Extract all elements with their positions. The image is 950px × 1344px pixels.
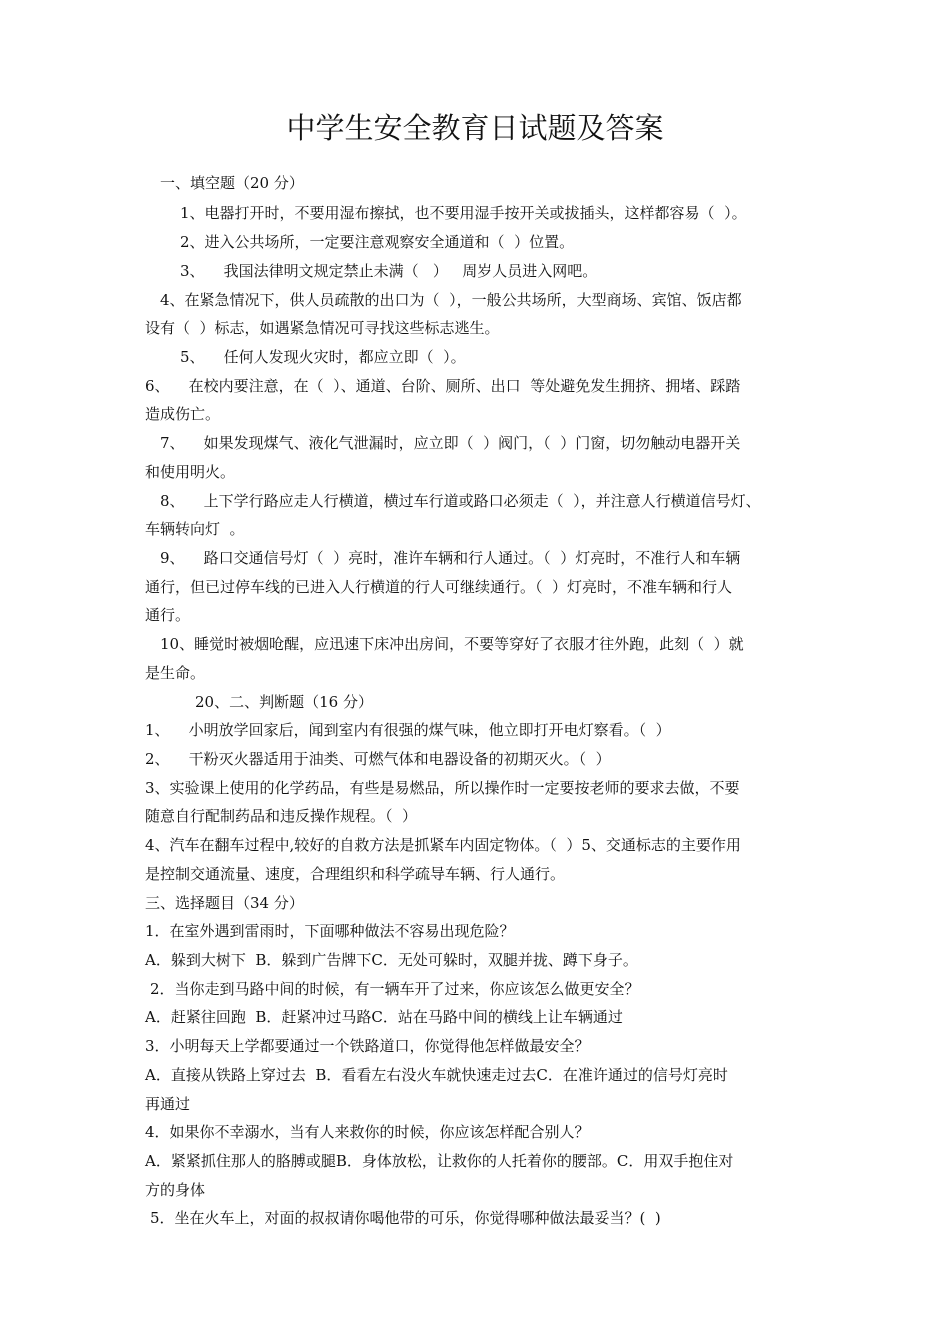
- text-line: 3．小明每天上学都要通过一个铁路道口，你觉得他怎样做最安全？: [145, 1037, 590, 1055]
- text-line: 5、 任何人发现火灾时，都应立即（ ）。: [180, 348, 466, 366]
- text-line: A．紧紧抓住那人的胳膊或腿B．身体放松，让救你的人托着你的腰部。C．用双手抱住对: [145, 1152, 734, 1170]
- text-line: 10、睡觉时被烟呛醒，应迅速下床冲出房间，不要等穿好了衣服才往外跑，此刻（ ）就: [160, 635, 744, 653]
- text-line: 是生命。: [145, 664, 206, 682]
- text-line: 设有（ ）标志，如遇紧急情况可寻找这些标志逃生。: [145, 319, 500, 337]
- text-line: 6、 在校内要注意，在（ ）、通道、台阶、厕所、出口 等处避免发生拥挤、拥堵、踩踏: [145, 377, 741, 395]
- text-line: 1、 小明放学回家后，闻到室内有很强的煤气味，他立即打开电灯察看。（ ）: [145, 721, 671, 739]
- section-heading-judgment: 20、二、判断题（16 分）: [195, 693, 373, 711]
- text-line: 和使用明火。: [145, 463, 236, 481]
- text-line: 随意自行配制药品和违反操作规程。（ ）: [145, 807, 418, 825]
- text-line: 是控制交通流量、速度，合理组织和科学疏导车辆、行人通行。: [145, 865, 566, 883]
- text-line: 3、实验课上使用的化学药品，有些是易燃品，所以操作时一定要按老师的要求去做，不要: [145, 779, 740, 797]
- text-line: 8、 上下学行路应走人行横道，横过车行道或路口必须走（ ），并注意人行横道信号灯、: [160, 492, 761, 510]
- text-line: 车辆转向灯 。: [145, 520, 245, 538]
- text-line: 1．在室外遇到雷雨时，下面哪种做法不容易出现危险？: [145, 922, 515, 940]
- text-line: 7、 如果发现煤气、液化气泄漏时，应立即（ ）阀门，（ ）门窗，切勿触动电器开关: [160, 434, 741, 452]
- text-line: 1、电器打开时，不要用湿布擦拭，也不要用湿手按开关或拔插头，这样都容易（ ）。: [180, 204, 747, 222]
- text-line: 造成伤亡。: [145, 405, 221, 423]
- section-heading-choice: 三、选择题目（34 分）: [145, 894, 304, 912]
- text-line: 4、在紧急情况下，供人员疏散的出口为（ ），一般公共场所，大型商场、宾馆、饭店都: [160, 291, 742, 309]
- text-line: 通行，但已过停车线的已进入人行横道的行人可继续通行。（ ）灯亮时，不准车辆和行人: [145, 578, 733, 596]
- text-line: 通行。: [145, 606, 191, 624]
- text-line: 2、 干粉灭火器适用于油类、可燃气体和电器设备的初期灭火。（ ）: [145, 750, 611, 768]
- text-line: A．直接从铁路上穿过去 B．看看左右没火车就快速走过去C．在准许通过的信号灯亮时: [145, 1066, 728, 1084]
- text-line: 2．当你走到马路中间的时候，有一辆车开了过来，你应该怎么做更安全？: [150, 980, 640, 998]
- text-line: A．赶紧往回跑 B．赶紧冲过马路C．站在马路中间的横线上让车辆通过: [145, 1008, 623, 1026]
- text-line: A．躲到大树下 B．躲到广告牌下C．无处可躲时，双腿并拢、蹲下身子。: [145, 951, 638, 969]
- text-line: 再通过: [145, 1095, 191, 1113]
- page-title: 中学生安全教育日试题及答案: [286, 111, 664, 145]
- text-line: 2、进入公共场所，一定要注意观察安全通道和（ ）位置。: [180, 233, 575, 251]
- text-line: 方的身体: [145, 1181, 206, 1199]
- text-line: 4．如果你不幸溺水，当有人来救你的时候，你应该怎样配合别人？: [145, 1123, 590, 1141]
- text-line: 5．坐在火车上，对面的叔叔请你喝他带的可乐，你觉得哪种做法最妥当？( ): [150, 1209, 661, 1227]
- text-line: 3、 我国法律明文规定禁止未满（ ） 周岁人员进入网吧。: [180, 262, 598, 280]
- section-heading-fill-blank: 一、填空题（20 分）: [160, 174, 304, 192]
- text-line: 9、 路口交通信号灯（ ）亮时，准许车辆和行人通过。（ ）灯亮时，不准行人和车辆: [160, 549, 741, 567]
- text-line: 4、汽车在翻车过程中,较好的自救方法是抓紧车内固定物体。（ ）5、交通标志的主要作用: [145, 836, 741, 854]
